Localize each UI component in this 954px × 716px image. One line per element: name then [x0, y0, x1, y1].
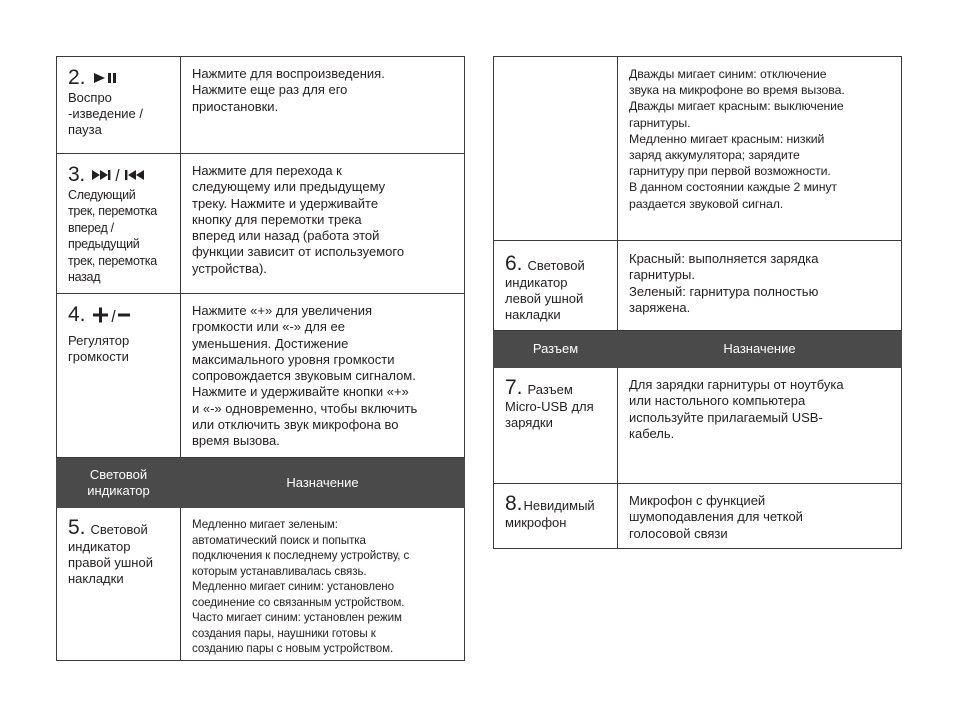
description-cell [618, 368, 902, 484]
item-number: 6. [505, 252, 523, 275]
control-description: Нажмите «+» для увеличения громкости или «-» для ее уменьшения. Достижение максимального уровня громкости сопровождается звуковым сигналом. Нажмите и удерживайте кнопки «+» и «-» одновременно, чтобы включить или отключить звук микрофона во время вызова. [192, 303, 418, 449]
controls-table-right [493, 56, 902, 549]
item-number: 2. [68, 66, 86, 89]
control-label-inline: Разъем [527, 381, 573, 397]
plus-minus-icon [92, 306, 132, 324]
item-number: 3. [68, 163, 85, 186]
header-purpose: Назначение [618, 331, 902, 368]
control-label: индикатор левой ушной накладки [505, 275, 584, 322]
control-label: индикатор правой ушной накладки [68, 539, 153, 586]
control-label: Micro-USB для зарядки [505, 399, 594, 430]
table-row [57, 508, 465, 661]
item-number: 8. [505, 492, 523, 515]
table-row [57, 294, 465, 458]
play-pause-icon [92, 71, 122, 85]
description-cell [181, 154, 465, 294]
description-cell [618, 241, 902, 331]
control-cell [57, 294, 181, 458]
control-description: Медленно мигает зеленым: автоматический поиск и попытка подключения к последнему устройству, с которым устанавливалась связь. Медленно мигает синим: установлено соединение со связанным устройством. Часто мигает синим: установлен режим создания пары, наушники готовы к созданию пары с новым устройством. [192, 518, 410, 655]
header-indicator: Световой индикатор [57, 458, 181, 508]
item-number: 4. [68, 303, 86, 326]
item-number: 7. [505, 376, 523, 399]
header-purpose: Назначение [181, 458, 465, 508]
control-cell [494, 241, 618, 331]
control-cell [57, 508, 181, 661]
table-row [57, 57, 465, 154]
control-label-inline: Невидимый [523, 497, 595, 513]
control-cell [494, 484, 618, 549]
control-description: Дважды мигает синим: отключение звука на микрофоне во время вызова. Дважды мигает красным: выключение гарнитуры. Медленно мигает красным: низкий заряд аккумулятора; зарядите гарнитуру при первой возможности. В данном состоянии каждые 2 минут раздается звуковой сигнал. [629, 67, 845, 211]
description-cell [181, 294, 465, 458]
controls-table-left [56, 56, 465, 661]
control-label: Регулятор громкости [68, 333, 130, 364]
control-cell [57, 154, 181, 294]
next-previous-icon [91, 168, 157, 182]
control-description: Красный: выполняется зарядка гарнитуры. Зеленый: гарнитура полностью заряжена. [629, 251, 819, 315]
control-label-inline: Световой [90, 521, 148, 537]
table-header-row [494, 331, 902, 368]
header-connector: Разъем [494, 331, 618, 368]
table-row [494, 57, 902, 241]
table-row [57, 154, 465, 294]
control-description: Нажмите для перехода к следующему или предыдущему треку. Нажмите и удерживайте кнопку для перемотки трека вперед или назад (работа этой функции зависит от используемого устройства). [192, 163, 405, 276]
table-header-row [57, 458, 465, 508]
table-row [494, 241, 902, 331]
table-row [494, 484, 902, 549]
table-row [494, 368, 902, 484]
control-label: Следующий трек, перемотка вперед / предыдущий трек, перемотка назад [68, 188, 157, 285]
control-description: Микрофон с функцией шумоподавления для четкой голосовой связи [629, 493, 803, 541]
description-cell [618, 484, 902, 549]
control-cell [494, 368, 618, 484]
description-cell [618, 57, 902, 241]
control-description: Для зарядки гарнитуры от ноутбука или настольного компьютера используйте прилагаемый USB- кабель. [629, 377, 844, 441]
control-label: Воспро -изведение / пауза [68, 90, 143, 137]
control-description: Нажмите для воспроизведения. Нажмите еще раз для его приостановки. [192, 66, 385, 114]
description-cell [181, 508, 465, 661]
control-label: микрофон [505, 515, 567, 530]
item-number: 5. [68, 516, 86, 539]
control-label-inline: Световой [527, 257, 585, 273]
description-cell [181, 57, 465, 154]
control-cell [57, 57, 181, 154]
control-cell [494, 57, 618, 241]
